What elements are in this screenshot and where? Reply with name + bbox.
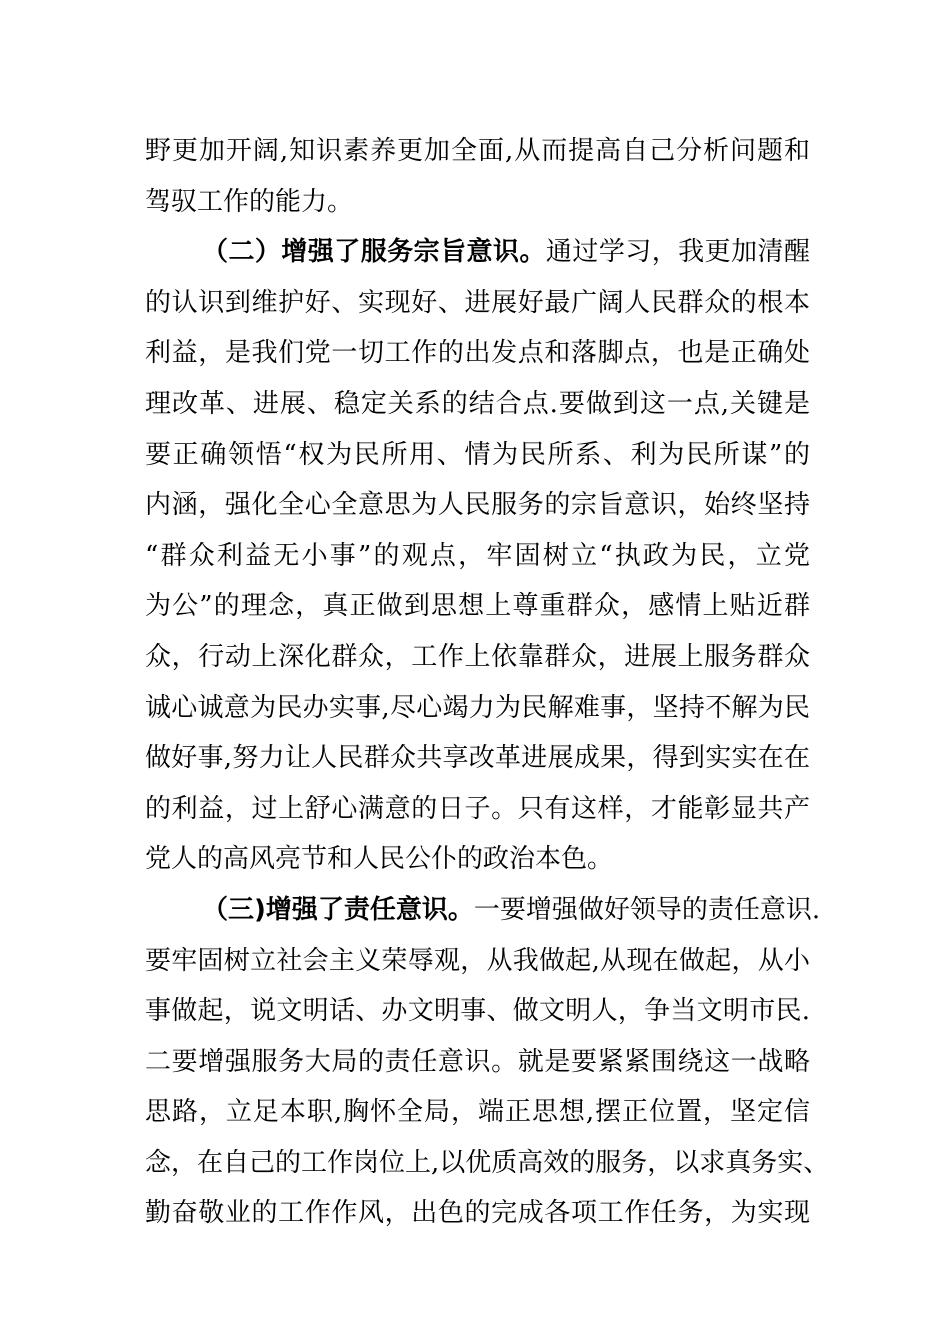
section-heading-responsibility: （三)增强了责任意识。 bbox=[202, 894, 474, 925]
text-line: 念，在自己的工作岗位上,以优质高效的服务，以求真务实、 bbox=[145, 1147, 830, 1178]
text-line: 诚心诚意为民办实事,尽心竭力为民解难事，坚持不解为民 bbox=[145, 692, 810, 723]
text-line: “群众利益无小事”的观点，牢固树立“执政为民，立党 bbox=[145, 540, 810, 571]
text-line: 事做起，说文明话、办文明事、做文明人，争当文明市民. bbox=[145, 996, 810, 1027]
text-line: 利益，是我们党一切工作的出发点和落脚点，也是正确处 bbox=[145, 338, 810, 369]
text-line: 野更加开阔,知识素养更加全面,从而提高自己分析问题和 bbox=[145, 136, 810, 166]
text-line: 的利益，过上舒心满意的日子。只有这样，才能彰显共产 bbox=[145, 793, 810, 824]
text-line: 驾驭工作的能力。 bbox=[145, 186, 354, 217]
text-line: 要牢固树立社会主义荣辱观，从我做起,从现在做起，从小 bbox=[145, 945, 810, 976]
text-line: 思路，立足本职,胸怀全局，端正思想,摆正位置，坚定信 bbox=[145, 1097, 810, 1128]
text-line: 要正确领悟“权为民所用、情为民所系、利为民所谋”的 bbox=[145, 439, 810, 470]
text-line: 为公”的理念，真正做到思想上尊重群众，感情上贴近群 bbox=[145, 591, 810, 622]
text-line: 做好事,努力让人民群众共享改革进展成果，得到实实在在 bbox=[145, 743, 810, 774]
paragraph-first-line bbox=[145, 227, 810, 278]
text-line: 党人的高风亮节和人民公仆的政治本色。 bbox=[145, 844, 614, 875]
text-run: 一要增强做好领导的责任意识. bbox=[473, 894, 821, 925]
text-run: 通过学习，我更加清醒 bbox=[545, 237, 810, 268]
text-line: 众，行动上深化群众，工作上依靠群众，进展上服务群众 bbox=[145, 641, 810, 672]
text-line: 勤奋敬业的工作作风，出色的完成各项工作任务，为实现 bbox=[145, 1198, 810, 1229]
text-line: 内涵，强化全心全意思为人民服务的宗旨意识，始终坚持 bbox=[145, 490, 810, 521]
text-line: 理改革、进展、稳定关系的结合点.要做到这一点,关键是 bbox=[145, 388, 810, 419]
text-line: 的认识到维护好、实现好、进展好最广阔人民群众的根本 bbox=[145, 287, 810, 318]
section-heading-service: （二）增强了服务宗旨意识。 bbox=[202, 237, 546, 268]
paragraph-first-line bbox=[145, 885, 821, 936]
body-text bbox=[145, 126, 830, 1239]
text-line: 二要增强服务大局的责任意识。就是要紧紧围绕这一战略 bbox=[145, 1046, 810, 1077]
